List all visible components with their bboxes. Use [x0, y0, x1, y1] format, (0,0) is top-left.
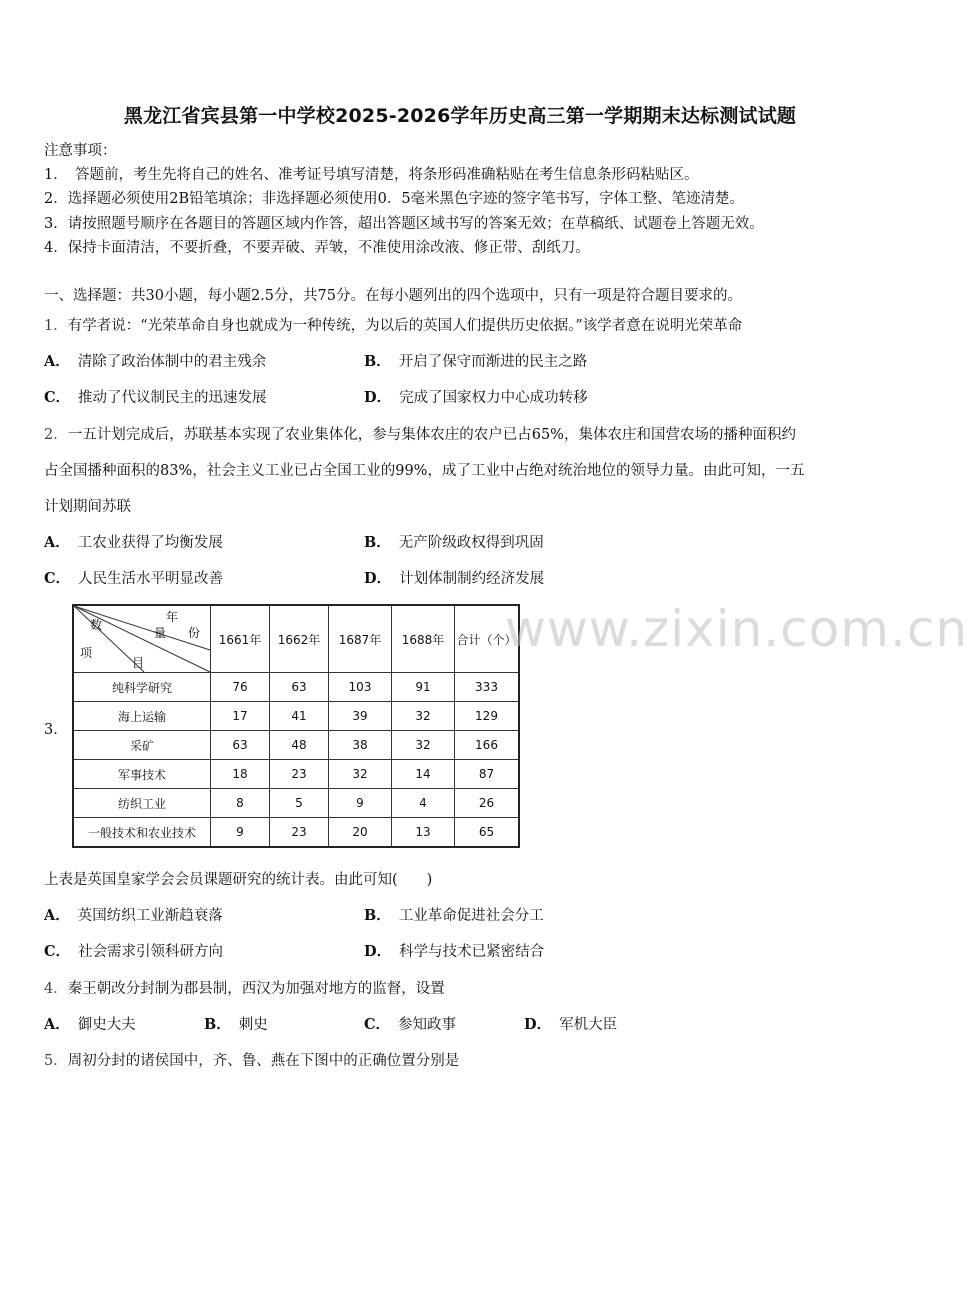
question-text: 一五计划完成后，苏联基本实现了农业集体化，参与集体农庄的农户已占65%，集体农庄和国营农场的播种面积约 [67, 427, 796, 443]
table-row [73, 789, 519, 818]
section-heading: 一、选择题：共30小题，每小题2.5分，共75分。在每小题列出的四个选项中，只有一项是符合题目要求的。 [44, 288, 742, 304]
row-label: 纺织工业 [73, 789, 211, 818]
table-cell: 103 [329, 673, 392, 702]
option-b[interactable]: B． 刺史 [204, 1016, 268, 1033]
table-cell: 20 [329, 818, 392, 848]
table-row [73, 818, 519, 848]
question-text: 周初分封的诸侯国中，齐、鲁、燕在下图中的正确位置分别是 [67, 1053, 460, 1069]
question-text: 秦王朝改分封制为郡县制，西汉为加强对地方的监督，设置 [67, 981, 445, 997]
column-header: 1661年 [211, 605, 270, 673]
row-label: 纯科学研究 [73, 673, 211, 702]
table-cell: 166 [455, 731, 520, 760]
statistics-table [72, 604, 520, 848]
diagonal-header-cell [73, 605, 211, 673]
notice-item: 2．选择题必须使用2B铅笔填涂；非选择题必须使用0．5毫米黑色字迹的签字笔书写，字体工整、笔迹清楚。 [44, 191, 745, 207]
option-c[interactable]: C． 推动了代议制民主的迅速发展 [44, 389, 267, 406]
table-cell: 48 [270, 731, 329, 760]
column-header: 合计（个） [455, 605, 520, 673]
row-label: 一般技术和农业技术 [73, 818, 211, 848]
table-cell: 18 [211, 760, 270, 789]
table-cell: 39 [329, 702, 392, 731]
row-label: 海上运输 [73, 702, 211, 731]
page-title: 黑龙江省宾县第一中学校2025-2026学年历史高三第一学期期末达标测试试题 [123, 105, 797, 127]
notice-item: 4．保持卡面清洁，不要折叠，不要弄破、弄皱，不准使用涂改液、修正带、刮纸刀。 [44, 240, 590, 256]
table-cell: 8 [211, 789, 270, 818]
table-cell: 91 [392, 673, 455, 702]
table-cell: 38 [329, 731, 392, 760]
header-label: 量 [154, 626, 167, 640]
table-cell: 9 [211, 818, 270, 848]
question-1 [44, 314, 742, 335]
table-cell: 23 [270, 818, 329, 848]
table-cell: 63 [270, 673, 329, 702]
header-label: 份 [188, 626, 201, 640]
table-row [73, 673, 519, 702]
row-label: 军事技术 [73, 760, 211, 789]
option-a[interactable]: A． 清除了政治体制中的君主残余 [44, 353, 267, 370]
table-cell: 41 [270, 702, 329, 731]
table-cell: 65 [455, 818, 520, 848]
table-cell: 87 [455, 760, 520, 789]
table-header-row [73, 605, 519, 673]
table-row [73, 731, 519, 760]
option-b[interactable]: B． 开启了保守而渐进的民主之路 [364, 353, 588, 370]
question-2 [44, 423, 796, 444]
column-header: 1662年 [270, 605, 329, 673]
watermark: www.zixin.com.cn [505, 600, 968, 658]
table-cell: 26 [455, 789, 520, 818]
question-text: 计划期间苏联 [44, 499, 131, 515]
option-c[interactable]: C． 社会需求引领科研方向 [44, 943, 224, 960]
header-label: 目 [132, 656, 145, 670]
table-row [73, 702, 519, 731]
question-number: 3． [44, 722, 68, 738]
question-5 [44, 1049, 459, 1070]
table-cell: 32 [392, 731, 455, 760]
table-row [73, 760, 519, 789]
question-text: 上表是英国皇家学会会员课题研究的统计表。由此可知( ) [44, 872, 433, 888]
table-cell: 333 [455, 673, 520, 702]
row-label: 采矿 [73, 731, 211, 760]
table-cell: 76 [211, 673, 270, 702]
table-cell: 129 [455, 702, 520, 731]
notice-item: 1． 答题前，考生先将自己的姓名、准考证号填写清楚，将条形码准确粘贴在考生信息条形码粘贴区。 [44, 167, 699, 183]
header-label: 年 [166, 610, 179, 624]
table-cell: 14 [392, 760, 455, 789]
header-label: 项 [80, 646, 93, 660]
option-d[interactable]: D． 军机大臣 [524, 1016, 618, 1033]
notice-heading: 注意事项： [44, 143, 117, 159]
column-header: 1687年 [329, 605, 392, 673]
question-text: 占全国播种面积的83%，社会主义工业已占全国工业的99%，成了工业中占绝对统治地位的领导力量。由此可知，一五 [44, 463, 805, 479]
question-number: 4． [44, 981, 68, 997]
header-label: 数 [90, 618, 103, 632]
table-cell: 17 [211, 702, 270, 731]
table-cell: 13 [392, 818, 455, 848]
question-4 [44, 977, 445, 998]
table-cell: 9 [329, 789, 392, 818]
question-text: 有学者说：“光荣革命自身也就成为一种传统，为以后的英国人们提供历史依据。”该学者意在说明光荣革命 [67, 318, 743, 334]
column-header: 1688年 [392, 605, 455, 673]
question-number: 2． [44, 427, 68, 443]
option-c[interactable]: C． 人民生活水平明显改善 [44, 570, 224, 587]
notice-item: 3．请按照题号顺序在各题目的答题区域内作答，超出答题区域书写的答案无效；在草稿纸、试题卷上答题无效。 [44, 216, 764, 232]
option-d[interactable]: D． 完成了国家权力中心成功转移 [364, 389, 588, 406]
question-number: 1． [44, 318, 68, 334]
option-a[interactable]: A． 御史大夫 [44, 1016, 136, 1033]
option-c[interactable]: C． 参知政事 [364, 1016, 457, 1033]
option-b[interactable]: B． 无产阶级政权得到巩固 [364, 534, 544, 551]
option-a[interactable]: A． 工农业获得了均衡发展 [44, 534, 223, 551]
table-cell: 63 [211, 731, 270, 760]
table-cell: 32 [329, 760, 392, 789]
question-number: 5． [44, 1053, 68, 1069]
table-cell: 32 [392, 702, 455, 731]
option-b[interactable]: B． 工业革命促进社会分工 [364, 907, 544, 924]
option-d[interactable]: D． 科学与技术已紧密结合 [364, 943, 545, 960]
table-cell: 23 [270, 760, 329, 789]
table-cell: 5 [270, 789, 329, 818]
option-d[interactable]: D． 计划体制制约经济发展 [364, 570, 545, 587]
option-a[interactable]: A． 英国纺织工业渐趋衰落 [44, 907, 223, 924]
table-cell: 4 [392, 789, 455, 818]
